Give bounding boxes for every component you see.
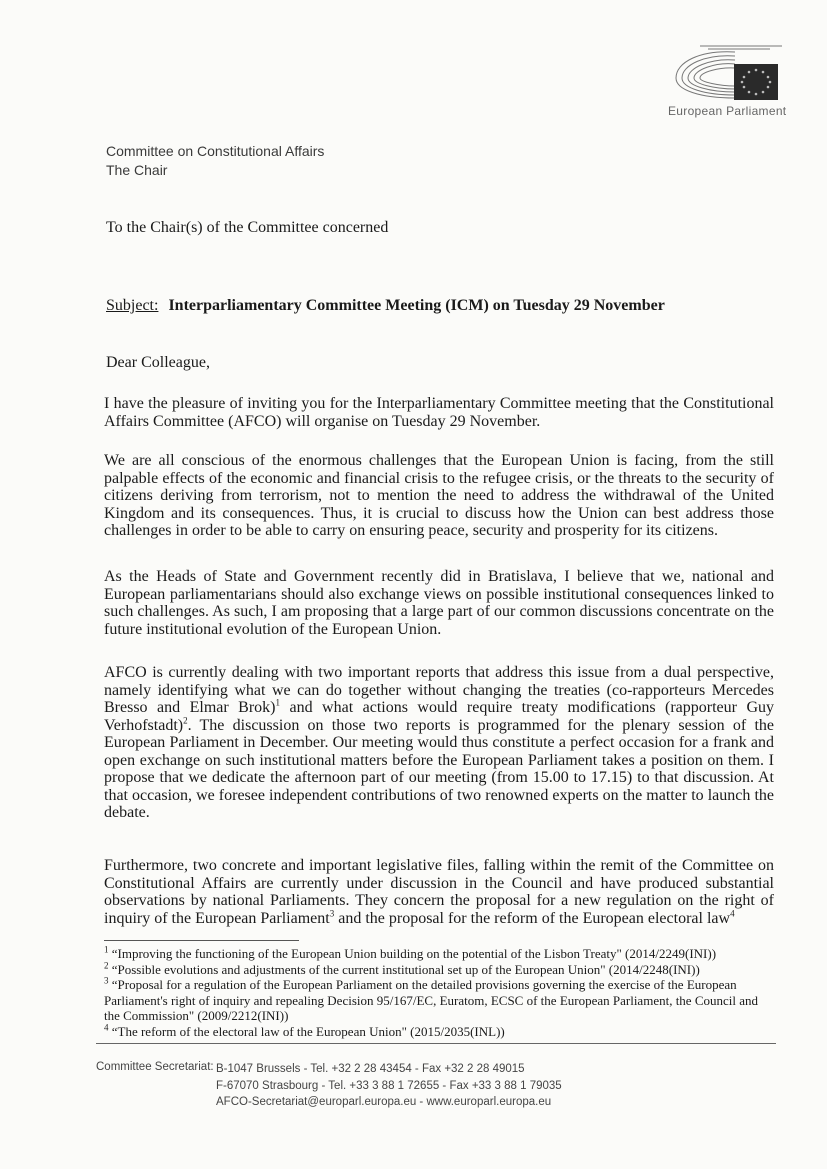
footnote-3 bbox=[104, 977, 776, 1024]
footnote-text: “Possible evolutions and adjustments of the current institutional set up of the European Union" (2014/2248(INI)) bbox=[108, 961, 700, 977]
footnotes bbox=[104, 946, 776, 1039]
p5-text-b: and the proposal for the reform of the European electoral law bbox=[334, 909, 731, 927]
paragraph-5 bbox=[104, 857, 774, 927]
p4-text-c: . The discussion on those two reports is programmed for the plenary session of the European Parliament in December. Our meeting would thus constitute a perfect occasion for a frank and open exchange on such institutional matters before the European Parliament takes a position on them. I propose that we dedicate the afternoon part of our meeting (from 15.00 to 17.15) to that discussion. At that occasion, we foresee independent contributions of two renowned experts on the matter to launch the debate. bbox=[104, 716, 774, 821]
footnote-text: “Improving the functioning of the European Union building on the potential of the Lisbon Treaty" (2014/2249(INI)) bbox=[108, 946, 717, 961]
footer-label: Committee Secretariat: bbox=[96, 1061, 214, 1073]
p5-text-a: Furthermore, two concrete and important legislative files, falling within the remit of the Committee on Constitutional Affairs are currently under discussion in the Council and have produced substantial observations by national Parliaments. They concern the proposal for a new regulation on the right of inquiry of the European Parliament bbox=[104, 857, 774, 927]
footnote-1 bbox=[104, 946, 776, 962]
committee-name: Committee on Constitutional Affairs bbox=[106, 143, 325, 159]
footnote-ref-2: 2 bbox=[183, 715, 188, 726]
footnote-2 bbox=[104, 962, 776, 978]
footnote-separator bbox=[104, 940, 299, 941]
footer-divider bbox=[96, 1043, 776, 1044]
footnote-ref-4: 4 bbox=[730, 908, 735, 919]
footnote-text: “Proposal for a regulation of the European Parliament on the detailed provisions governing the exercise of the European Parliament's right of inquiry and repealing Decision 95/167/EC, Euratom, ECSC of the European Parliament, the Council and the Commission" (2009/2212(INI)) bbox=[104, 977, 759, 1023]
paragraph-4 bbox=[104, 664, 774, 822]
salutation: Dear Colleague, bbox=[106, 354, 210, 371]
recipient-line: To the Chair(s) of the Committee concerned bbox=[106, 219, 389, 236]
p4-text-b: and what actions would require treaty modifications (rapporteur Guy Verhofstadt) bbox=[104, 699, 775, 734]
sender-role: The Chair bbox=[106, 162, 168, 178]
footnote-ref-3: 3 bbox=[329, 908, 335, 919]
subject-line bbox=[106, 297, 665, 315]
footnote-number: 3 bbox=[104, 975, 109, 986]
footnote-number: 1 bbox=[104, 944, 109, 955]
footer-line-contact: AFCO-Secretariat@europarl.europa.eu - www.europarl.europa.eu bbox=[216, 1096, 552, 1108]
subject-title: Interparliamentary Committee Meeting (ICM) on Tuesday 29 November bbox=[168, 297, 665, 314]
footer-line-brussels: B-1047 Brussels - Tel. +32 2 28 43454 - Fax +32 2 28 49015 bbox=[216, 1063, 525, 1075]
footnote-ref-1: 1 bbox=[275, 697, 280, 708]
footer-line-strasbourg: F-67070 Strasbourg - Tel. +33 3 88 1 72655 - Fax +33 3 88 1 79035 bbox=[216, 1079, 562, 1092]
footnote-number: 2 bbox=[104, 960, 109, 971]
footer-address bbox=[216, 1061, 562, 1111]
logo-text: European Parliament bbox=[668, 104, 787, 118]
paragraph-3: As the Heads of State and Government recently did in Bratislava, I believe that we, national and European parliamentarians should also exchange views on possible institutional consequences linked to such challenges. As such, I am proposing that a large part of our common discussions concentrate on the future institutional evolution of the European Union. bbox=[104, 568, 774, 638]
subject-label: Subject: bbox=[106, 297, 159, 314]
footnote-text: “The reform of the electoral law of the European Union" (2015/2035(INL)) bbox=[108, 1023, 505, 1039]
footnote-4 bbox=[104, 1024, 776, 1040]
sender-block bbox=[106, 142, 324, 180]
paragraph-1: I have the pleasure of inviting you for the Interparliamentary Committee meeting that the Constitutional Affairs Committee (AFCO) will organise on Tuesday 29 November. bbox=[104, 395, 774, 430]
p4-text-a: AFCO is currently dealing with two important reports that address this issue from a dual perspective, namely identifying what we can do together without changing the treaties (co-rapporteurs Mercedes Bresso and Elmar Brok) bbox=[104, 664, 774, 716]
paragraph-2: We are all conscious of the enormous challenges that the European Union is facing, from the still palpable effects of the economic and financial crisis to the refugee crisis, or the threats to the security of citizens deriving from terrorism, not to mention the need to address the withdrawal of the United Kingdom and its consequences. Thus, it is crucial to discuss how the Union can best address those challenges in order to be able to carry on ensuring peace, security and prosperity for its citizens. bbox=[104, 452, 774, 539]
footnote-number: 4 bbox=[104, 1022, 109, 1033]
